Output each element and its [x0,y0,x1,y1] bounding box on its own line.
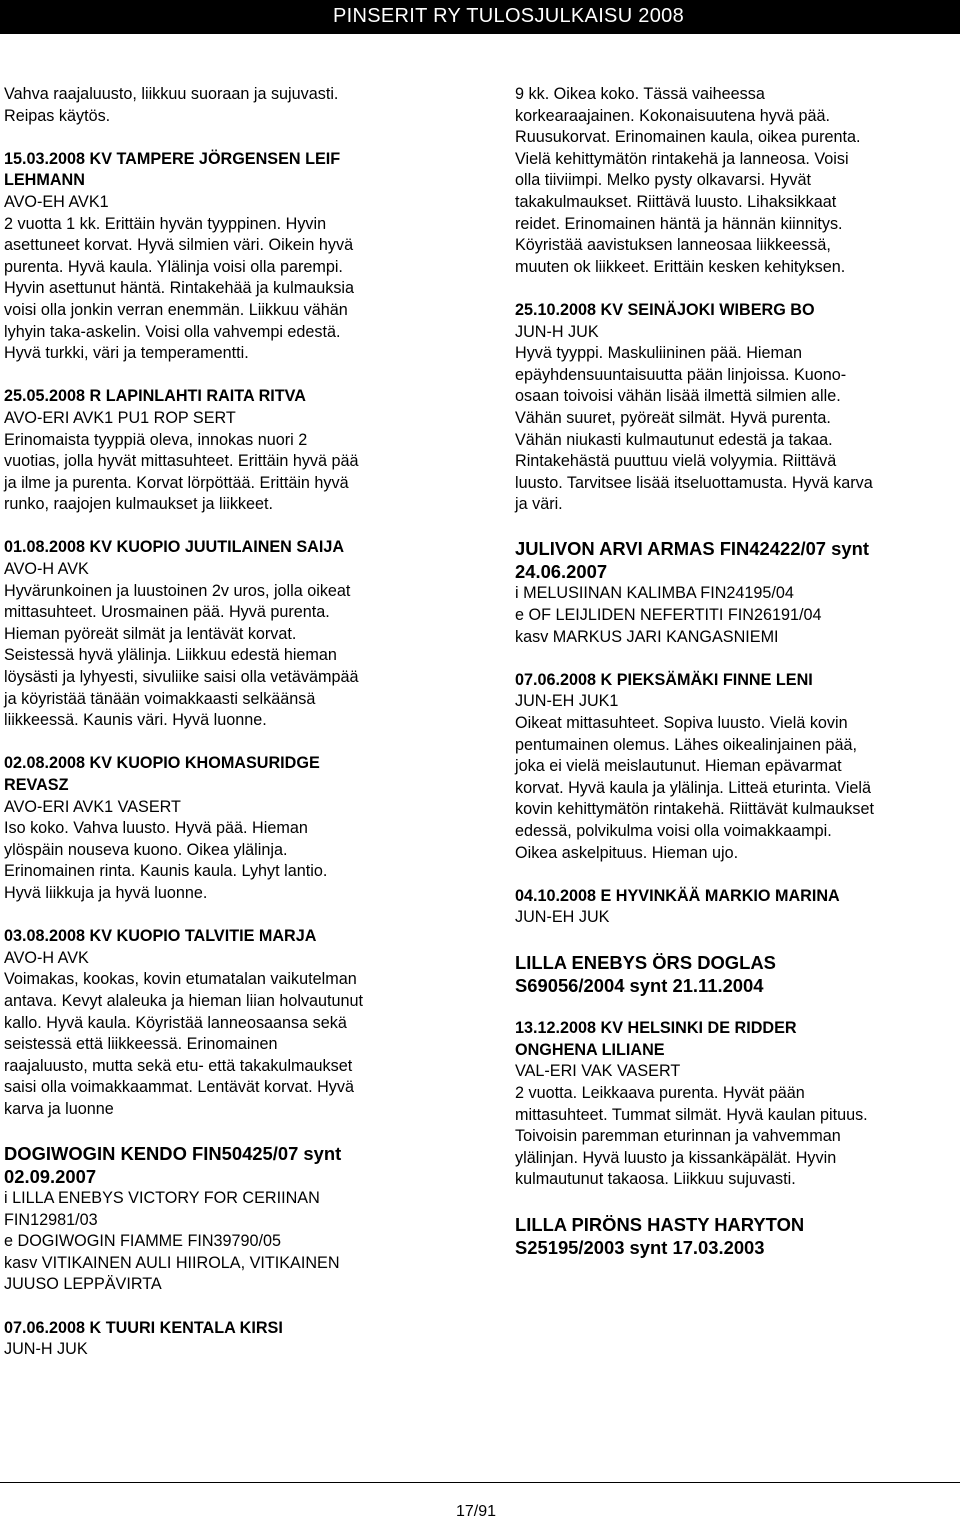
entry-wiberg [515,300,955,516]
entry-text-line: 2 vuotta. Leikkaava purenta. Hyvät pään [515,1083,805,1102]
entry-text-line: liikkeessä. Kaunis väri. Hyvä luonne. [4,711,267,730]
entry-text-line: ja väri. [515,495,563,514]
entry-intro [4,84,474,127]
entry-text-line: Reipas käytös. [4,106,111,125]
entry-text-line: mittasuhteet. Urosmainen pää. Hyvä purenta. [4,603,330,622]
entry-text-line: Oikeat mittasuhteet. Sopiva luusto. Vielä kovin [515,714,848,733]
entry-jorgensen [4,149,474,365]
entry-talvitie [4,926,474,1120]
entry-heading-line: S25195/2003 synt 17.03.2003 [515,1236,765,1258]
page-header [0,0,960,34]
entry-text-line: Erinomaista tyyppiä oleva, innokas nuori 2 [4,430,308,449]
entry-text-line: epäyhdensuuntaisuutta pään linjoissa. Kuono- [515,365,847,384]
entry-text-line: 9 kk. Oikea koko. Tässä vaiheessa [515,85,765,103]
entry-text-line: Hyvä liikkuja ja hyvä luonne. [4,883,208,902]
entry-heading-line: 03.08.2008 KV KUOPIO TALVITIE MARJA [4,927,317,946]
entry-text-line: raajaluusto, mutta sekä etu- että takakulmaukset [4,1056,353,1075]
entry-heading-line: LEHMANN [4,171,85,190]
entry-text-line: saisi olla voimakkaammat. Lentävät korvat. Hyvä [4,1078,354,1097]
entry-cont [515,84,955,278]
entry-text-line: kulmautunut takaosa. Liikkuu sujuvasti. [515,1170,796,1189]
entry-text-line: löysästi ja lyhyesti, sivuliike saisi olla vetävämpää [4,668,359,687]
entry-text-line: osaan toivoisi vähän lisää ilmettä silmien alle. [515,387,841,406]
entry-text-line: Ruusukorvat. Erinomainen kaula, oikea purenta. [515,128,861,147]
entry-markio [515,886,955,929]
entry-heading-line: JULIVON ARVI ARMAS FIN42422/07 synt [515,538,869,560]
entry-text-line: Vähän suuret, pyöreät silmät. Hyvä purenta. [515,408,831,427]
entry-douglas [515,951,955,997]
page-footer [0,1482,960,1521]
entry-text-line: asettuneet korvat. Hyvä silmien väri. Oikein hyvä [4,236,354,255]
entry-text-line: VAL-ERI VAK VASERT [515,1062,681,1081]
entry-text-line: JUUSO LEPPÄVIRTA [4,1275,162,1294]
entry-lapinlahti [4,386,474,516]
entry-text-line: e DOGIWOGIN FIAMME FIN39790/05 [4,1232,282,1251]
entry-text-line: Vielä kehittymätön rintakehä ja lanneosa. Voisi [515,149,849,168]
entry-text-line: takakulmaukset. Riittävä luusto. Lihaksikkaat [515,192,837,211]
entry-text-line: JUN-EH JUK1 [515,692,619,711]
entry-text-line: FIN12981/03 [4,1210,98,1229]
entry-text-line: Hyvä turkki, väri ja temperamentti. [4,344,249,363]
entry-hasty [515,1213,955,1259]
left-column [4,84,474,1382]
entry-heading-line: LILLA ENEBYS ÖRS DOGLAS [515,951,776,973]
entry-text-line: i LILLA ENEBYS VICTORY FOR CERIINAN [4,1189,320,1208]
entry-text-line: seistessä että liikkeessä. Erinomainen [4,1035,278,1054]
entry-heading-line: 15.03.2008 KV TAMPERE JÖRGENSEN LEIF [4,149,341,168]
entry-heading-line: 07.06.2008 K PIEKSÄMÄKI FINNE LENI [515,670,813,689]
entry-text-line: purenta. Hyvä kaula. Ylälinja voisi olla parempi. [4,257,343,276]
entry-heading-line: 13.12.2008 KV HELSINKI DE RIDDER [515,1019,797,1038]
entry-text-line: joka ei vielä meislautunut. Hieman epävarmat [515,757,842,776]
entry-text-line: JUN-EH JUK [515,908,610,927]
entry-text-line: Vähän niukasti kulmautunut edestä ja takaa. [515,430,833,449]
entry-text-line: AVO-EH AVK1 [4,192,109,211]
entry-text-line: reidet. Erinomainen häntä ja hännän kiinnitys. [515,214,843,233]
header-title: PINSERIT RY TULOSJULKAISU 2008 [332,5,684,27]
entry-ridder [515,1018,955,1191]
entry-tuuri [4,1318,474,1361]
entry-heading-line: ONGHENA LILIANE [515,1040,665,1059]
entry-heading-line: LILLA PIRÖNS HASTY HARYTON [515,1213,805,1235]
entry-text-line: i MELUSIINAN KALIMBA FIN24195/04 [515,584,794,603]
entry-arvi [515,537,955,648]
entry-heading-line: 02.08.2008 KV KUOPIO KHOMASURIDGE [4,754,320,773]
entry-text-line: Rintakehästä puuttuu vielä volyymia. Riittävä [515,452,837,471]
entry-text-line: Hyvin asettunut häntä. Rintakehää ja kulmauksia [4,279,355,298]
entry-text-line: lyhyin taka-askelin. Voisi olla vahvempi edestä. [4,322,341,341]
entry-heading-line: 07.06.2008 K TUURI KENTALA KIRSI [4,1318,283,1337]
entry-heading-line: 25.05.2008 R LAPINLAHTI RAITA RITVA [4,387,306,406]
entry-text-line: Erinomainen rinta. Kaunis kaula. Lyhyt lantio. [4,862,328,881]
entry-text-line: Seistessä hyvä ylälinja. Liikkuu edestä hieman [4,646,337,665]
entry-text-line: ylälinjan. Hyvä luusto ja kissankäpälät. Hyvin [515,1148,837,1167]
entry-text-line: JUN-H JUK [515,322,599,341]
entry-text-line: kallo. Hyvä kaula. Köyristää lanneosaansa sekä [4,1013,347,1032]
entry-heading-line: 02.09.2007 [4,1166,97,1188]
entry-text-line: Hyvä tyyppi. Maskuliininen pää. Hieman [515,344,803,363]
entry-text-line: karva ja luonne [4,1099,114,1118]
entry-text-line: voisi olla jonkin verran enemmän. Liikkuu vähän [4,300,348,319]
entry-text-line: luusto. Tarvitsee lisää itseluottamusta. Hyvä karva [515,473,873,492]
entry-text-line: Toivoisin paremman eturinnan ja vahvemman [515,1127,841,1146]
entry-finne [515,670,955,864]
entry-heading-line: DOGIWOGIN KENDO FIN50425/07 synt [4,1143,342,1165]
entry-text-line: Hieman pyöreät silmät ja lentävät korvat. [4,624,297,643]
entry-text-line: ylöspäin nouseva kuono. Oikea ylälinja. [4,840,288,859]
entry-heading-line: 04.10.2008 E HYVINKÄÄ MARKIO MARINA [515,886,840,905]
entry-text-line: Iso koko. Vahva luusto. Hyvä pää. Hieman [4,819,308,838]
entry-text-line: ja ilme ja purenta. Korvat lörpöttää. Erittäin hyvä [4,473,349,492]
entry-text-line: Köyristää aavistuksen lanneosaa liikkeessä, [515,236,831,255]
entry-text-line: runko, raajojen kulmaukset ja liikkeet. [4,495,274,514]
entry-text-line: muuten ok liikkeet. Erittäin kesken kehityksen. [515,257,846,276]
entry-text-line: 2 vuotta 1 kk. Erittäin hyvän tyyppinen. Hyvin [4,214,327,233]
entry-text-line: pentumainen olemus. Lähes oikealinjainen pää, [515,735,857,754]
entry-text-line: e OF LEIJLIDEN NEFERTITI FIN26191/04 [515,606,822,625]
entry-text-line: ja köyristää tänään voimakkaasti selkäänsä [4,689,316,708]
entry-text-line: kasv MARKUS JARI KANGASNIEMI [515,627,779,646]
entry-text-line: vuotias, jolla hyvät mittasuhteet. Erittäin hyvä pää [4,452,359,471]
entry-text-line: korvat. Hyvä kaula ja ylälinja. Litteä eturinta. Vielä [515,778,872,797]
entry-heading-line: REVASZ [4,776,69,794]
entry-text-line: edessä, polvikulma voisi olla voimakkaampi. [515,822,832,840]
entry-heading-line: 25.10.2008 KV SEINÄJOKI WIBERG BO [515,300,815,319]
entry-text-line: kovin kehittymätön rintakehä. Riittävät kulmaukset [515,800,874,819]
entry-text-line: mittasuhteet. Tummat silmät. Hyvä kaulan pituus. [515,1105,868,1124]
entry-text-line: Hyvärunkoinen ja luustoinen 2v uros, jolla oikeat [4,581,351,600]
entry-khomasuridge [4,753,474,904]
entry-text-line: AVO-H AVK [4,948,89,967]
entry-heading-line: 24.06.2007 [515,561,608,583]
entry-text-line: AVO-ERI AVK1 PU1 ROP SERT [4,408,236,427]
entry-text-line: AVO-H AVK [4,560,89,579]
entry-juutilainen [4,537,474,731]
entry-kendo [4,1142,474,1296]
entry-text-line: JUN-H JUK [4,1340,88,1359]
page-number: 17/91 [456,1503,497,1520]
entry-text-line: antava. Kevyt alaleuka ja hieman liian holvautunut [4,991,364,1010]
entry-text-line: korkearaajainen. Kokonaisuutena hyvä pää. [515,106,830,125]
entry-text-line: kasv VITIKAINEN AULI HIIROLA, VITIKAINEN [4,1253,340,1272]
entry-heading-line: S69056/2004 synt 21.11.2004 [515,974,764,996]
entry-text-line: AVO-ERI AVK1 VASERT [4,797,181,816]
entry-text-line: Oikea askelpituus. Hieman ujo. [515,843,739,862]
entry-text-line: Voimakas, kookas, kovin etumatalan vaikutelman [4,970,357,989]
right-column [515,84,955,1280]
entry-text-line: Vahva raajaluusto, liikkuu suoraan ja sujuvasti. [4,85,339,103]
entry-heading-line: 01.08.2008 KV KUOPIO JUUTILAINEN SAIJA [4,538,345,557]
entry-text-line: olla tiiviimpi. Melko pysty olkavarsi. Hyvät [515,171,811,190]
